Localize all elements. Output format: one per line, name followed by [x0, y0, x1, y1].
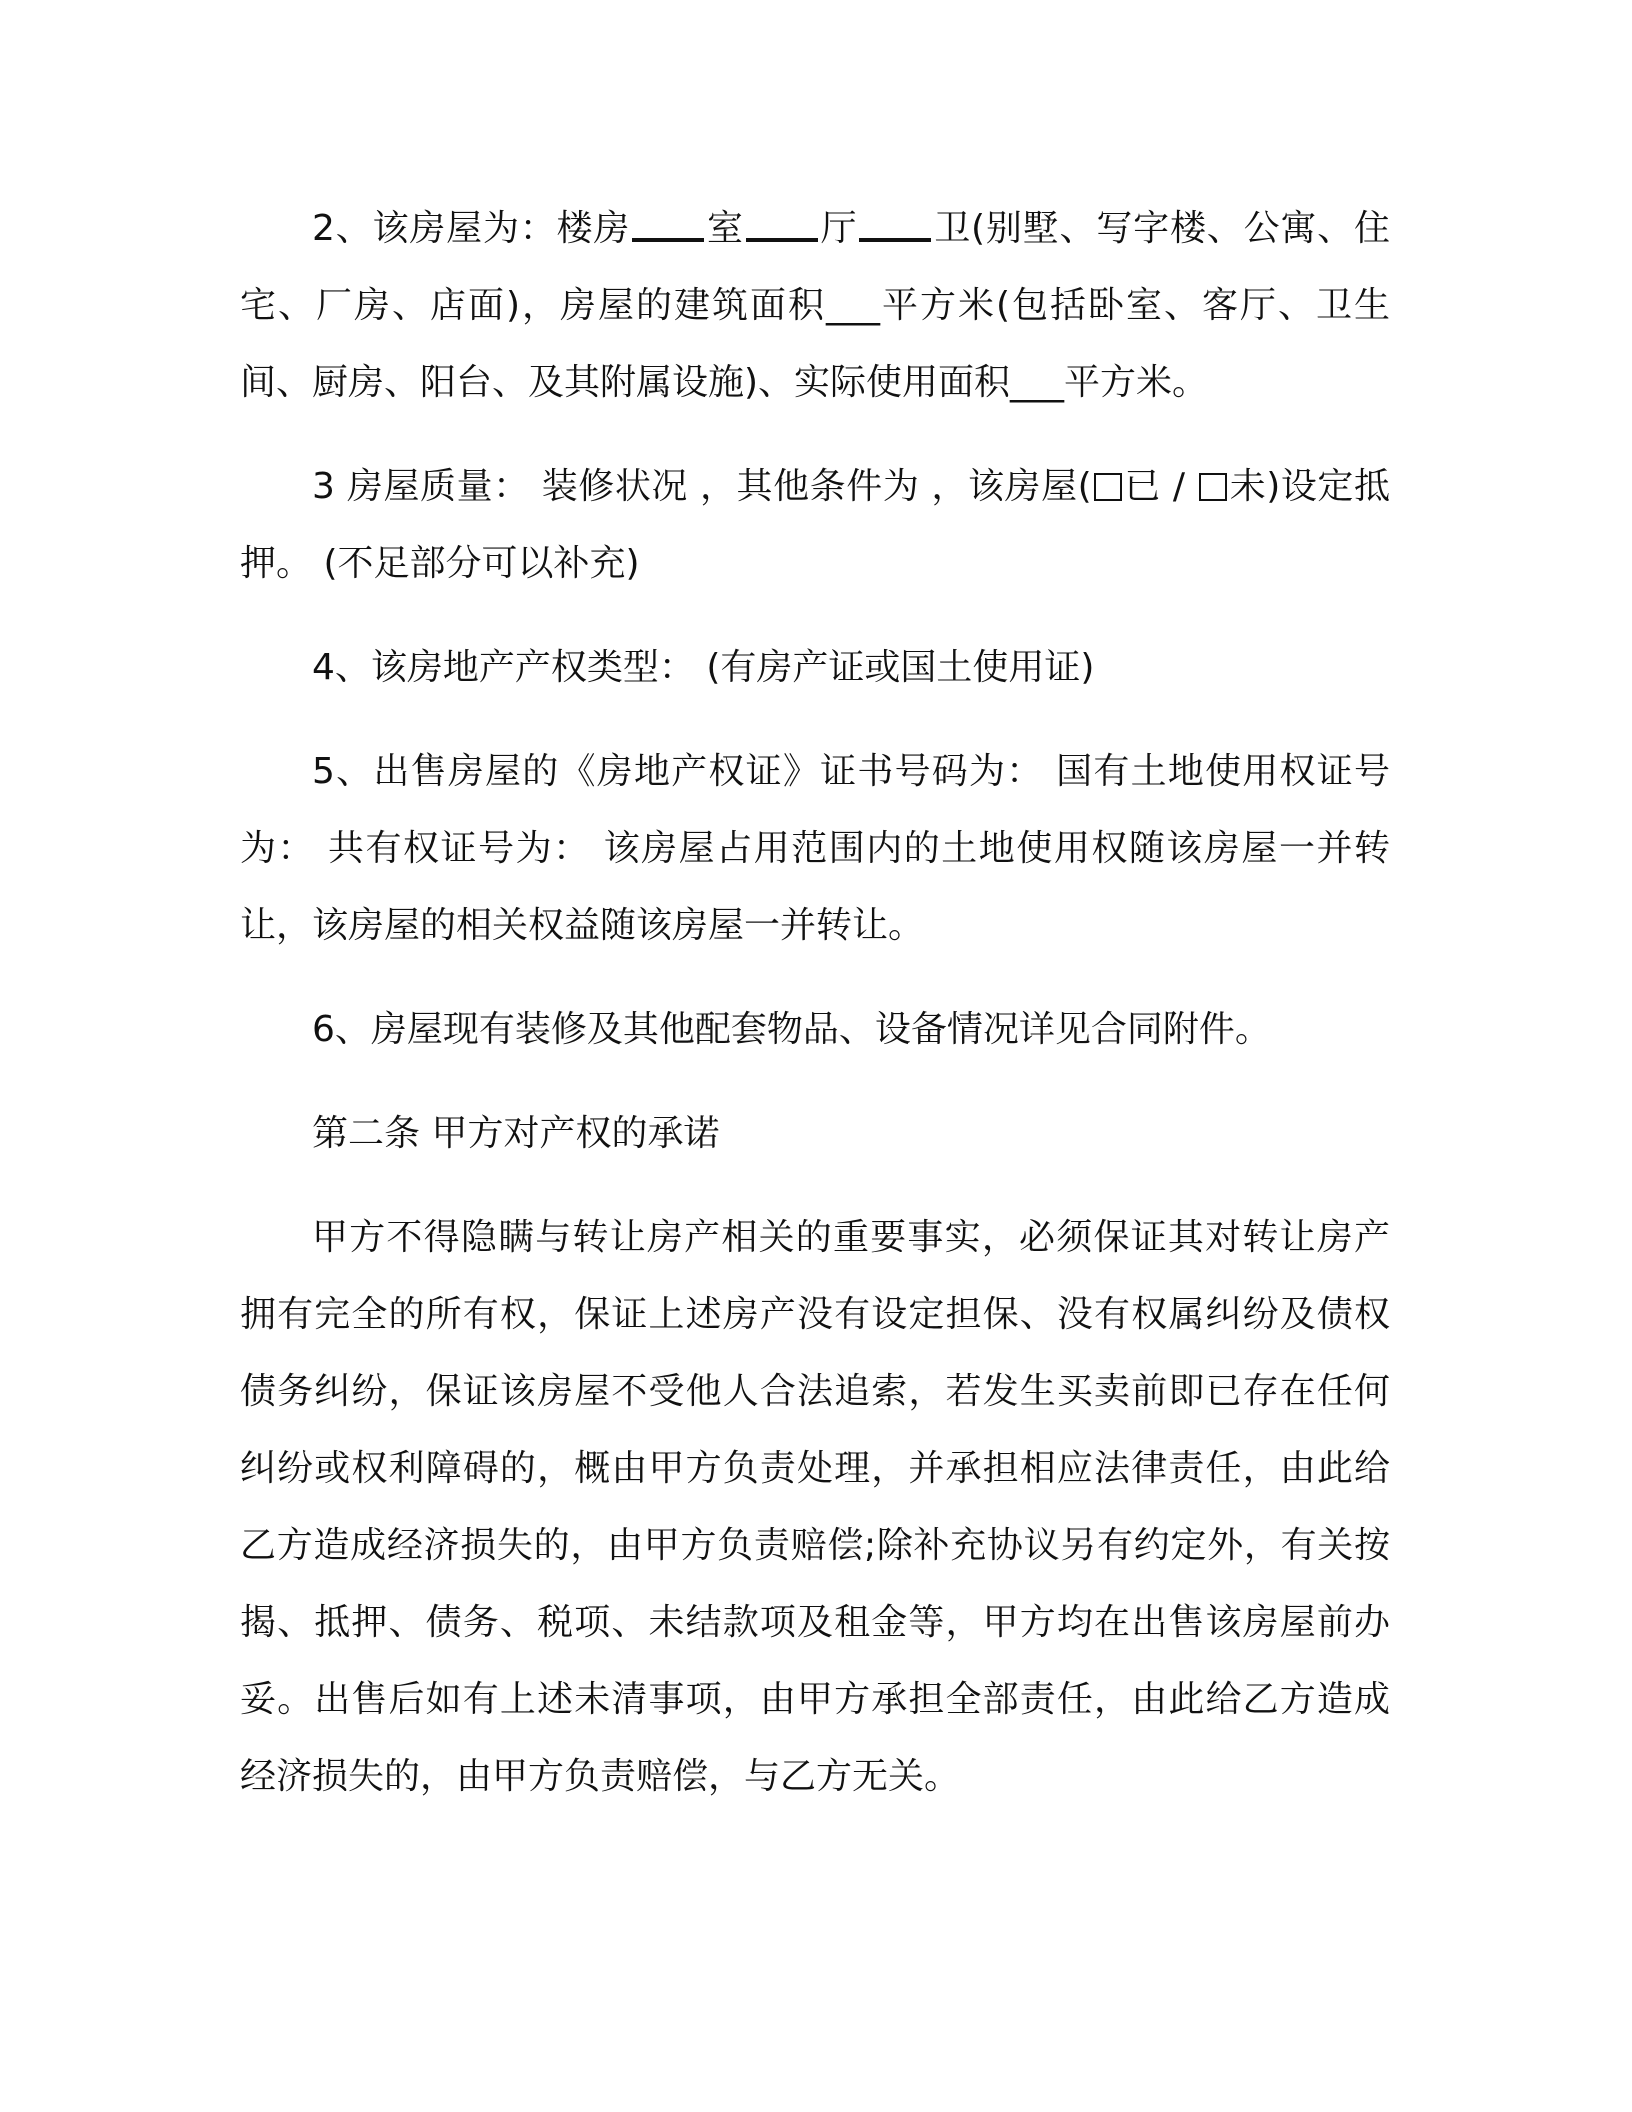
house-type-rest: 卫(别墅、写字楼、公寓、住宅、厂房、店面)，房屋的建筑面积___平方米(包括卧室、客厅、卫生间、厨房、阳台、及其附属设施)、实际使用面积___平方米。: [240, 208, 1390, 403]
hall-count-blank: [746, 202, 818, 242]
paragraph-certificate: 5、出售房屋的《房地产权证》证书号码为： 国有土地使用权证号为： 共有权证号为： 该房屋占用范围内的土地使用权随该房屋一并转让，该房屋的相关权益随该房屋一并转让。: [240, 751, 1390, 946]
checkbox-icon: [1094, 473, 1122, 501]
quality-prefix: 3 房屋质量： 装修状况 ，其他条件为 ，该房屋(: [312, 466, 1092, 507]
checkbox-icon: [1199, 473, 1227, 501]
paragraph-house-quality: [240, 448, 1390, 602]
house-type-prefix: 2、该房屋为：楼房: [312, 208, 631, 249]
hall-label: 厅: [819, 208, 858, 249]
room-count-blank: [632, 202, 704, 242]
room-label: 室: [706, 208, 744, 249]
quality-option-no: 未)设定抵押。 (不足部分可以补充): [240, 466, 1390, 584]
paragraph-commitment: 甲方不得隐瞒与转让房产相关的重要事实，必须保证其对转让房产拥有完全的所有权，保证上述房产没有设定担保、没有权属纠纷及债权债务纠纷，保证该房屋不受他人合法追索，若发生买卖前即已存在任何纠纷或权利障碍的，概由甲方负责处理，并承担相应法律责任，由此给乙方造成经济损失的，由甲方负责赔偿;除补充协议另有约定外，有关按揭、抵押、债务、税项、未结款项及租金等，甲方均在出售该房屋前办妥。出售后如有上述未清事项，由甲方承担全部责任，由此给乙方造成经济损失的，由甲方负责赔偿，与乙方无关。: [240, 1217, 1390, 1797]
paragraph-fixtures: 6、房屋现有装修及其他配套物品、设备情况详见合同附件。: [312, 1009, 1271, 1050]
document-page: [240, 190, 1390, 1815]
section-heading: 第二条 甲方对产权的承诺: [312, 1113, 720, 1154]
paragraph-property-type: 4、该房地产产权类型： (有房产证或国土使用证): [312, 647, 1095, 688]
bath-count-blank: [859, 202, 931, 242]
quality-option-yes: 已 /: [1123, 466, 1198, 507]
paragraph-house-type: [240, 190, 1390, 421]
